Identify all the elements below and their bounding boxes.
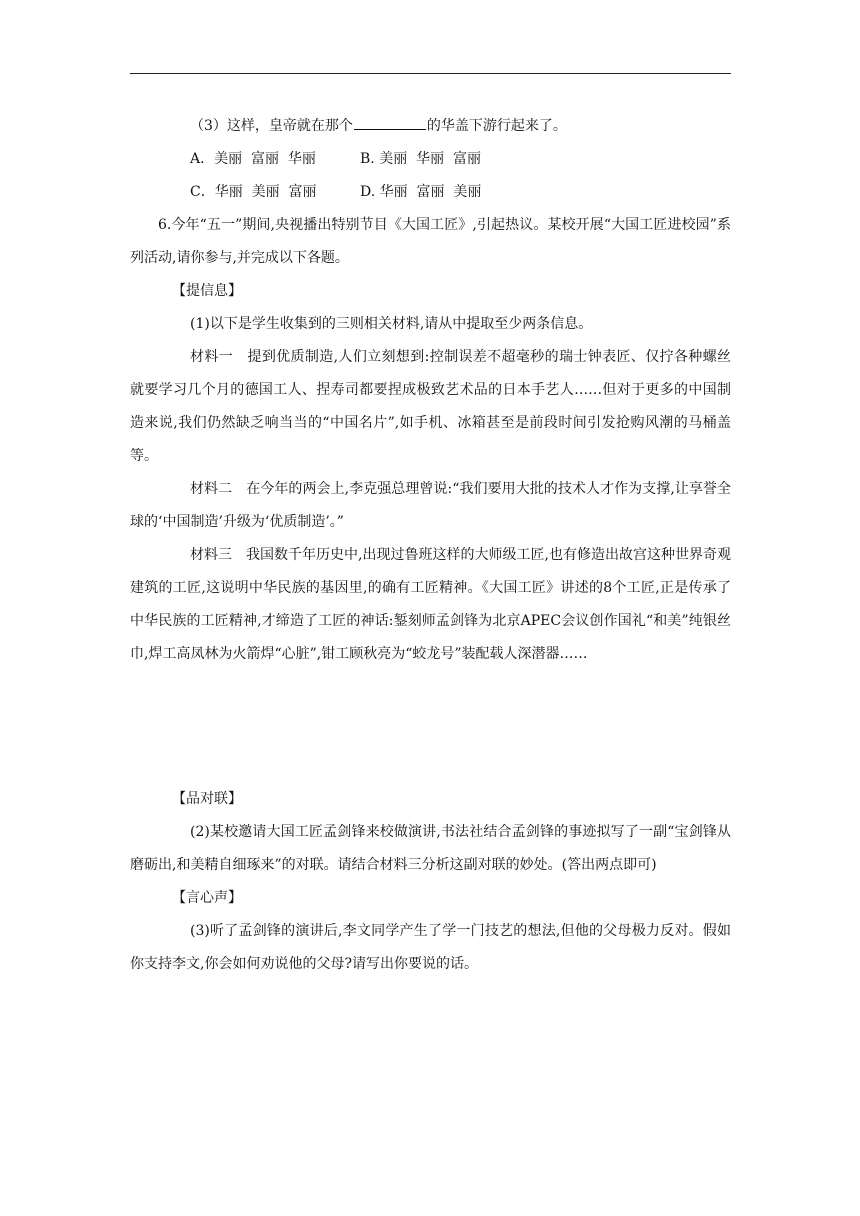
options-row-1 [190,143,731,176]
material-1: 材料一 提到优质制造,人们立刻想到:控制误差不超毫秒的瑞士钟表匠、仅拧各种螺丝就要学习几个月的德国工人、捏寿司都要捏成极致艺术品的日本手艺人……但对于更多的中国制造来说,我们仍然缺乏响当当的“中国名片”,如手机、冰箱甚至是前段时间引发抢购风潮的马桶盖等。 [130,349,731,464]
question-3-before-blank: （3）这样，皇帝就在那个 [190,118,353,134]
option-b: B. 美丽 华丽 富丽 [360,151,481,167]
section-heading-speak-mind: 【言心声】 [172,890,242,906]
material-3: 材料三 我国数千年历史中,出现过鲁班这样的大师级工匠,也有修造出故宫这种世界奇观建筑的工匠,这说明中华民族的基因里,的确有工匠精神。《大国工匠》讲述的8个工匠,正是传承了中华民族的工匠精神,才缔造了工匠的神话:錾刻师孟剑锋为北京APEC会议创作国礼“和美”纯银丝巾,焊工高凤林为火箭焊“心脏”,钳工顾秋亮为“蛟龙号”装配载人深潜器…… [130,547,731,662]
question-6-intro: 6.今年“五一”期间,央视播出特别节目《大国工匠》,引起热议。某校开展“大国工匠进校园”系列活动,请你参与,并完成以下各题。 [130,217,731,266]
option-a: A．美丽 富丽 华丽 [190,151,316,167]
header-rule [130,73,731,74]
question-3-after-blank: 的华盖下游行起来了。 [426,118,567,134]
option-d: D. 华丽 富丽 美丽 [360,184,482,200]
question-6-1: (1)以下是学生收集到的三则相关材料,请从中提取至少两条信息。 [190,316,593,332]
document-body [130,110,731,981]
question-6-3: (3)听了孟剑锋的演讲后,李文同学产生了学一门技艺的想法,但他的父母极力反对。假如你支持李文,你会如何劝说他的父母?请写出你要说的话。 [130,923,731,972]
material-2: 材料二 在今年的两会上,李克强总理曾说:“我们要用大批的技术人才作为支撑,让享誉全球的‘中国制造’升级为‘优质制造’。” [130,481,731,530]
question-3-stem [190,110,731,143]
question-6-2: (2)某校邀请大国工匠孟剑锋来校做演讲,书法社结合孟剑锋的事迹拟写了一副“宝剑锋从磨砺出,和美精自细琢来”的对联。请结合材料三分析这副对联的妙处。(答出两点即可) [130,824,731,873]
answer-blank [354,115,426,130]
answer-space [158,671,731,783]
option-c: C．华丽 美丽 富丽 [190,184,317,200]
section-heading-couplet: 【品对联】 [172,791,242,807]
options-row-2 [190,176,731,209]
section-heading-extract-info: 【提信息】 [172,283,242,299]
